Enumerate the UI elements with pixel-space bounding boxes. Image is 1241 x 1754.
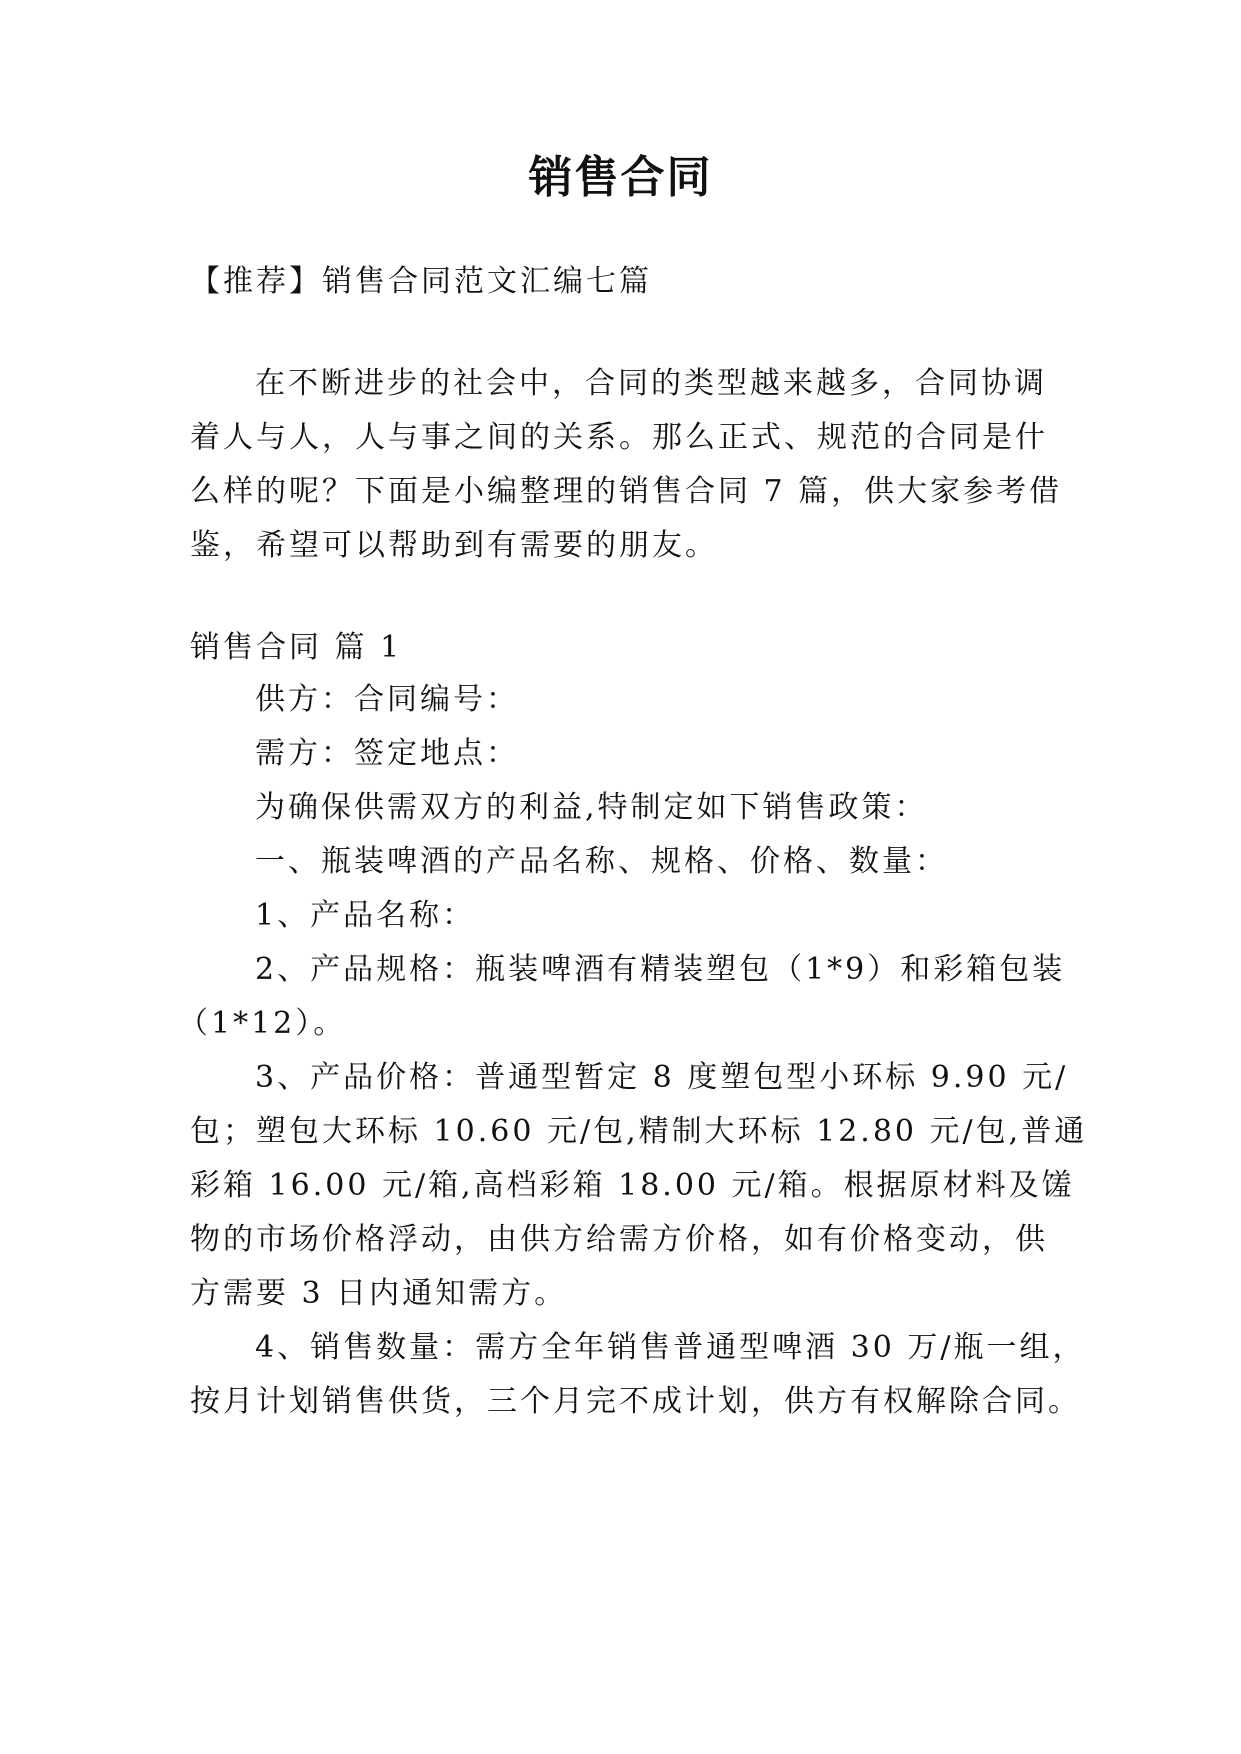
body-line-5: 1、产品名称：	[255, 898, 476, 933]
intro-line-4: 鉴，希望可以帮助到有需要的朋友。	[190, 528, 718, 563]
document-subtitle: 【推荐】销售合同范文汇编七篇	[190, 264, 652, 299]
body-line-2: 需方：签定地点：	[255, 736, 519, 771]
body-line-9: 包；塑包大环标 10.60 元/包,精制大环标 12.80 元/包,普通	[190, 1114, 1088, 1149]
body-line-3: 为确保供需双方的利益,特制定如下销售政策：	[255, 790, 928, 825]
body-line-10: 彩箱 16.00 元/箱,高档彩箱 18.00 元/箱。根据原材料及馐	[190, 1168, 1075, 1203]
body-line-7: （1*12）。	[178, 1006, 347, 1041]
intro-line-2: 着人与人，人与事之间的关系。那么正式、规范的合同是什	[190, 420, 1048, 455]
body-line-14: 按月计划销售供货，三个月完不成计划，供方有权解除合同。	[190, 1384, 1081, 1419]
body-line-12: 方需要 3 日内通知需方。	[190, 1276, 568, 1311]
body-line-1: 供方：合同编号：	[255, 682, 519, 717]
document-title: 销售合同	[528, 152, 713, 203]
body-line-8: 3、产品价格：普通型暂定 8 度塑包型小环标 9.90 元/	[255, 1060, 1069, 1095]
intro-line-1: 在不断进步的社会中，合同的类型越来越多，合同协调	[255, 366, 1047, 401]
body-line-13: 4、销售数量：需方全年销售普通型啤酒 30 万/瓶一组，	[255, 1330, 1086, 1365]
body-line-11: 物的市场价格浮动，由供方给需方价格，如有价格变动，供	[190, 1222, 1048, 1257]
intro-line-3: 么样的呢？下面是小编整理的销售合同 7 篇，供大家参考借	[190, 474, 1063, 509]
section-heading: 销售合同 篇 1	[190, 630, 403, 665]
body-line-6: 2、产品规格：瓶装啤酒有精装塑包（1*9）和彩箱包装	[255, 952, 1066, 987]
body-line-4: 一、瓶装啤酒的产品名称、规格、价格、数量：	[255, 844, 948, 879]
